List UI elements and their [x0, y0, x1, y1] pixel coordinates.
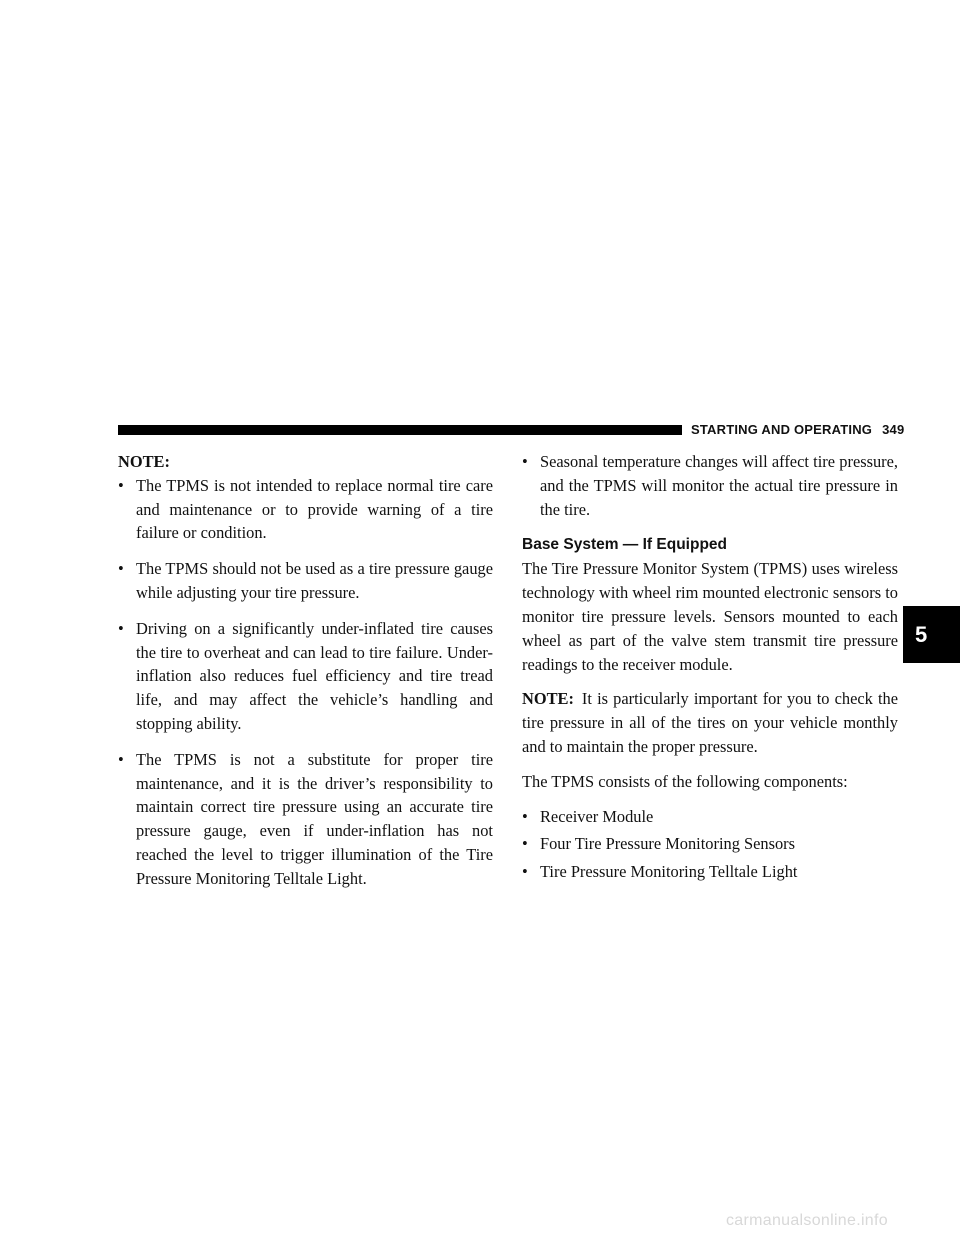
left-bullet-list: [118, 474, 493, 891]
list-item: [118, 557, 493, 605]
list-item: [118, 617, 493, 736]
list-item-text: The TPMS is not a substitute for proper tire maintenance, and it is the driver’s responsibility to maintain correct tire pressure using an accurate tire pressure gauge, even if under-inflation has not reached the level to trigger illumination of the Tire Pressure Monitoring Telltale Light.: [136, 749, 493, 888]
paragraph: The Tire Pressure Monitor System (TPMS) uses wireless technology with wheel rim mounted electronic sensors to monitor tire pressure levels. Sensors mounted to each wheel as part of the valve stem transmit tire pressure readings to the receiver module.: [522, 559, 898, 674]
list-item: [118, 474, 493, 545]
list-item: [522, 450, 898, 521]
list-item: [522, 860, 898, 884]
right-column: [522, 450, 898, 888]
bullet-icon: •: [522, 834, 528, 854]
note-label: NOTE:: [522, 689, 574, 709]
list-item-text: Seasonal temperature changes will affect tire pressure, and the TPMS will monitor the actual tire pressure in the tire.: [540, 452, 898, 519]
footer-watermark: carmanualsonline.info: [726, 1212, 888, 1229]
bullet-icon: •: [118, 749, 124, 769]
note-label: NOTE:: [118, 452, 170, 471]
left-column: [118, 450, 493, 903]
list-item: [118, 748, 493, 891]
header-rule: [118, 425, 682, 435]
bullet-icon: •: [522, 452, 528, 471]
components-list: [522, 805, 898, 884]
bullet-icon: •: [118, 559, 124, 579]
list-item-text: Four Tire Pressure Monitoring Sensors: [540, 834, 795, 854]
list-item-text: Receiver Module: [540, 806, 654, 826]
section-heading: Base System — If Equipped: [522, 536, 727, 554]
page-number: 349: [882, 422, 905, 437]
bullet-icon: •: [522, 806, 528, 826]
note-text: It is particularly important for you to check the tire pressure in all of the tires on your vehicle monthly and to maintain the proper pressure.: [522, 689, 898, 756]
right-top-bullet-list: [522, 450, 898, 521]
list-item-text: Driving on a significantly under-inflated tire causes the tire to overheat and can lead to tire failure. Under-inflation also reduces fuel efficiency and tire tread life, and may affect the vehicle’s handling and stopping ability.: [136, 618, 493, 733]
note-paragraph: [522, 687, 898, 758]
bullet-icon: •: [522, 862, 528, 882]
bullet-icon: •: [118, 618, 124, 638]
list-item: [522, 832, 898, 856]
running-head: [691, 422, 906, 437]
section-title: STARTING AND OPERATING: [691, 422, 873, 437]
list-item-text: The TPMS should not be used as a tire pressure gauge while adjusting your tire pressure.: [136, 559, 493, 602]
list-item-text: Tire Pressure Monitoring Telltale Light: [540, 862, 798, 882]
bullet-icon: •: [118, 475, 124, 495]
paragraph: The TPMS consists of the following components:: [522, 771, 848, 791]
list-item-text: The TPMS is not intended to replace normal tire care and maintenance or to provide warning of a tire failure or condition.: [136, 475, 493, 543]
list-item: [522, 805, 898, 829]
chapter-tab: 5: [903, 606, 960, 663]
